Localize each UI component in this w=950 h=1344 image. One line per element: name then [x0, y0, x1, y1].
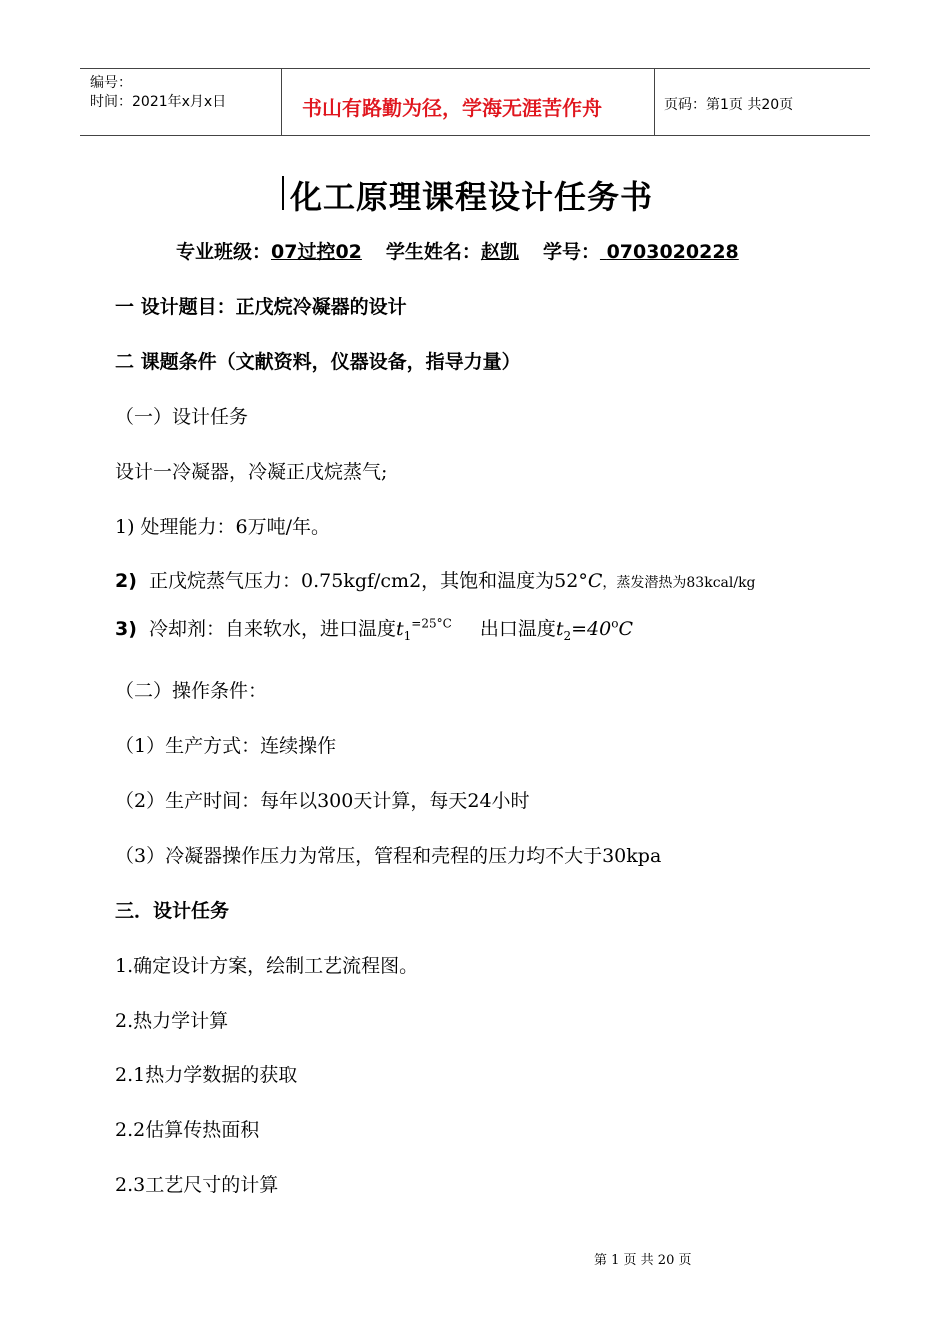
task-item: 2.2估算传热面积: [115, 1119, 260, 1141]
name-label: 学生姓名：: [385, 241, 481, 263]
title-bar: [282, 176, 284, 210]
operation-item-2: （2）生产时间：每年以300天计算，每天24小时: [115, 790, 530, 812]
header-number-label: 编号：: [90, 75, 132, 91]
task-description: 设计一冷凝器，冷凝正戊烷蒸气;: [115, 461, 388, 483]
item-2-note: ，蒸发潜热为83kcal/kg: [602, 575, 756, 591]
condition-item-3: [115, 614, 633, 643]
item-3-outlet-label: 出口温度: [479, 618, 556, 640]
name-value: 赵凯: [480, 241, 519, 263]
page-title: 化工原理课程设计任务书: [290, 178, 654, 216]
item-2-number: 2): [115, 570, 137, 592]
header-motto: 书山有路勤为径，学海无涯苦作舟: [302, 96, 602, 120]
header-page-label: 页码：第1页 共20页: [664, 97, 794, 113]
header-divider-right: [654, 69, 655, 136]
item-3-t1: $t_1$: [396, 618, 412, 643]
major-value: 07过控02: [271, 241, 362, 263]
section-1-heading: 一 设计题目：正戊烷冷凝器的设计: [115, 296, 407, 318]
item-2-text: 正戊烷蒸气压力：0.75kgf/cm2，其饱和温度为52: [149, 570, 579, 592]
student-info: [176, 237, 739, 264]
header-divider-left: [281, 69, 282, 136]
task-item: 2.1热力学数据的获取: [115, 1064, 298, 1086]
condition-item-1: 1) 处理能力：6万吨/年。: [115, 516, 331, 538]
task-item: 2.3工艺尺寸的计算: [115, 1174, 279, 1196]
id-label: 学号：: [542, 241, 600, 263]
major-label: 专业班级：: [176, 241, 272, 263]
page-footer: 第 1 页 共 20 页: [594, 1253, 692, 1268]
id-value: 0703020228: [606, 241, 739, 263]
section-2-heading: 二 课题条件（文献资料，仪器设备，指导力量）: [115, 351, 521, 373]
header-bottom-border: [80, 135, 870, 136]
header-top-border: [80, 68, 870, 69]
header-time-label: 时间：2021年x月x日: [90, 94, 227, 110]
operation-item-3: （3）冷凝器操作压力为常压，管程和壳程的压力均不大于30kpa: [115, 845, 662, 867]
operation-item-1: （1）生产方式：连续操作: [115, 735, 337, 757]
item-3-t2: $t_2$: [555, 618, 572, 643]
task-item: 2.热力学计算: [115, 1010, 229, 1032]
item-2-unit: °C: [578, 570, 603, 592]
item-3-t2-value: $=40^oC$: [571, 616, 633, 640]
condition-item-2: [115, 566, 756, 593]
item-3-t1-value: =25°C: [411, 616, 452, 631]
item-3-number: 3): [115, 618, 137, 640]
task-subheading: （一）设计任务: [115, 406, 249, 428]
item-3-text: 冷却剂：自来软水，进口温度: [149, 618, 397, 640]
task-item: 1.确定设计方案，绘制工艺流程图。: [115, 955, 419, 977]
section-3-heading: 三．设计任务: [115, 900, 230, 922]
operation-heading: （二）操作条件：: [115, 680, 268, 702]
